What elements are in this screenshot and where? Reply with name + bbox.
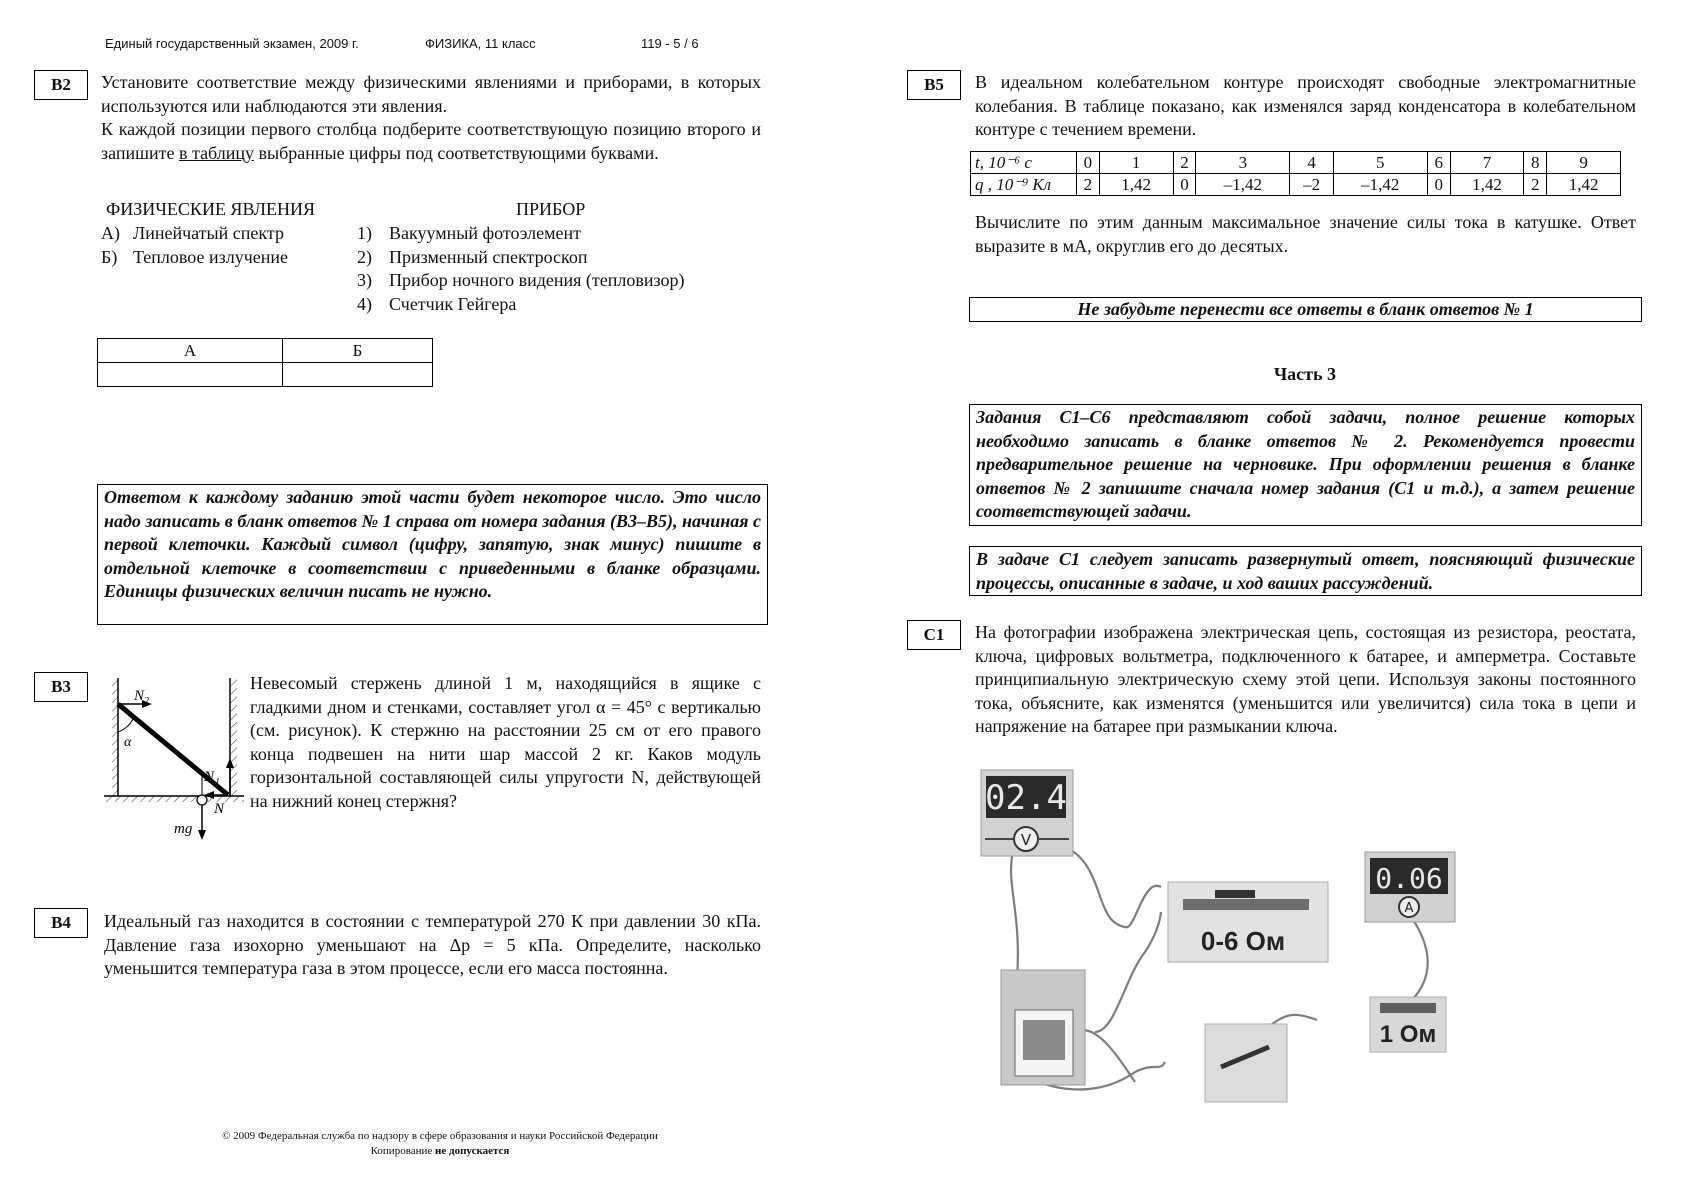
right-wall xyxy=(231,678,237,800)
t-cell: 1 xyxy=(1099,152,1173,174)
c1-circuit-photo xyxy=(965,762,1505,1112)
list-item: 3) Прибор ночного видения (тепловизор) xyxy=(357,270,685,290)
label-alpha: α xyxy=(124,735,132,750)
table-row-label-q: q , 10⁻⁹ Кл xyxy=(971,174,1077,196)
task-b3-text: Невесомый стержень длиной 1 м, находящийся в ящике с гладкими дном и стенками, составляет угол α = 45° с вертикалью (см. рисунок). К стержню на расстоянии 25 см от его правого конца подвешен на нити шар массой 2 кг. Каков модуль горизонтальной составляющей силы упругости N, действующей на нижний конец стержня? xyxy=(250,673,761,811)
b5-charge-table xyxy=(970,151,1621,196)
t-cell: 0 xyxy=(1077,152,1100,174)
list-item: Б) Тепловое излучение xyxy=(101,246,289,267)
label-mg: mg xyxy=(174,821,193,837)
part3-box1: Задания С1–С6 представляют собой задачи, полное решение которых необходимо записать в бланке ответов № 2. Рекомендуется провести предварительное решение на черновике. При оформлении решения в бланке ответов № 2 запишите сначала номер задания (С1 и т.д.), а затем решение соответствующей задачи. xyxy=(969,404,1642,526)
list-item: 2) Призменный спектроскоп xyxy=(357,246,588,267)
label-n2-sub: 2 xyxy=(144,696,149,707)
q-cell: 0 xyxy=(1427,174,1450,196)
t-cell: 6 xyxy=(1427,152,1450,174)
task-tag-b4: B4 xyxy=(34,908,88,938)
task-tag-b2: B2 xyxy=(34,70,88,100)
task-b2-paragraph-1: Установите соответствие между физическими явлениями и приборами, в которых используются или наблюдаются эти явления. xyxy=(101,72,761,116)
b3-rod-figure xyxy=(104,668,244,846)
task-b2-text xyxy=(101,71,761,165)
t-cell: 5 xyxy=(1333,152,1427,174)
list-item: 4) Счетчик Гейгера xyxy=(357,293,517,314)
resistor-label: 1 Ом xyxy=(1379,1021,1437,1048)
label-n1: N xyxy=(204,769,215,785)
t-cell: 9 xyxy=(1547,152,1621,174)
voltmeter-reading: 02.4 xyxy=(985,778,1067,818)
label-n: N xyxy=(214,801,225,817)
label-n1-sub: 1 xyxy=(215,777,220,788)
phenomena-list xyxy=(101,222,288,269)
header-exam: Единый государственный экзамен, 2009 г. xyxy=(105,36,359,51)
list-item: 1) Вакуумный фотоэлемент xyxy=(357,223,582,243)
q-cell: –1,42 xyxy=(1333,174,1427,196)
q-cell: –1,42 xyxy=(1196,174,1290,196)
task-b4-text: Идеальный газ находится в состоянии с температурой 270 К при давлении 30 кПа. Давление газа изохорно уменьшают на Δp = 5 кПа. Определите, насколько уменьшится температура газа в этом процессе, если его масса постоянна. xyxy=(104,911,761,978)
answer-header-a: А xyxy=(98,339,283,363)
q-cell: 1,42 xyxy=(1547,174,1621,196)
phenomena-column-title: ФИЗИЧЕСКИЕ ЯВЛЕНИЯ xyxy=(106,199,315,219)
task-b2-paragraph-2 xyxy=(101,118,761,165)
header-page: 119 - 5 / 6 xyxy=(641,36,699,51)
devices-column-title: ПРИБОР xyxy=(516,199,586,219)
ball xyxy=(197,795,207,805)
task-b5-text2: Вычислите по этим данным максимальное значение силы тока в катушке. Ответ выразите в мА, округлив его до десятых. xyxy=(975,212,1636,256)
task-b2-text2-post: выбранные цифры под соответствующими буквами. xyxy=(254,142,659,163)
answer-header-b: Б xyxy=(283,339,433,363)
ammeter-symbol: A xyxy=(1404,901,1414,916)
t-cell: 4 xyxy=(1290,152,1333,174)
answer-cell-b[interactable] xyxy=(283,363,433,387)
t-cell: 7 xyxy=(1450,152,1524,174)
header-subject: ФИЗИКА, 11 класс xyxy=(425,36,536,51)
q-cell: –2 xyxy=(1290,174,1333,196)
ammeter-reading: 0.06 xyxy=(1375,862,1443,895)
footer-copyright: © 2009 Федеральная служба по надзору в сфере образования и науки Российской Федерации xyxy=(222,1130,658,1142)
list-item: А) Линейчатый спектр xyxy=(101,223,284,243)
task-b2-text2-pre: К каждой позиции первого столбца подберите соответствующую позицию второго и запишите xyxy=(101,119,761,163)
q-cell: 2 xyxy=(1077,174,1100,196)
task-c1-text: На фотографии изображена электрическая цепь, состоящая из резистора, реостата, ключа, цифровых вольтметра, подключенного к батарее, и амперметра. Составьте принципиальную электрическую схему этой цепи. Используя законы постоянного тока, объясните, как изменятся (уменьшится или увеличится) сила тока в цепи и напряжение на батарее при размыкании ключа. xyxy=(975,622,1636,736)
task-tag-b3: B3 xyxy=(34,672,88,702)
switch xyxy=(1205,1024,1287,1102)
t-cell: 3 xyxy=(1196,152,1290,174)
q-cell: 2 xyxy=(1524,174,1547,196)
instruction-box: Ответом к каждому заданию этой части будет некоторое число. Это число надо записать в бланк ответов № 1 справа от номера задания (В3–В5), начиная с первой клеточки. Каждый символ (цифру, запятую, знак минус) пишите в отдельной клеточке в соответствии с приведенными в бланке образцами. Единицы физических величин писать не нужно. xyxy=(97,484,768,625)
answer-cell-a[interactable] xyxy=(98,363,283,387)
q-cell: 1,42 xyxy=(1099,174,1173,196)
part3-title: Часть 3 xyxy=(1273,364,1337,384)
q-cell: 0 xyxy=(1173,174,1196,196)
reminder-box: Не забудьте перенести все ответы в бланк ответов № 1 xyxy=(969,297,1642,322)
task-b5-text1: В идеальном колебательном контуре происходят свободные электромагнитные колебания. В таблице показано, как изменялся заряд конденсатора в колебательном контуре с течением времени. xyxy=(975,72,1636,139)
voltmeter-symbol: V xyxy=(1020,831,1032,849)
task-tag-b5: B5 xyxy=(907,70,961,100)
devices-list xyxy=(357,222,685,316)
q-cell: 1,42 xyxy=(1450,174,1524,196)
task-b2-table-ref: в таблицу xyxy=(178,142,255,163)
table-row-label-t: t, 10⁻⁶ с xyxy=(971,152,1077,174)
t-cell: 8 xyxy=(1524,152,1547,174)
label-n2: N xyxy=(134,688,145,704)
left-wall xyxy=(112,678,118,800)
task-tag-c1: C1 xyxy=(907,620,961,650)
t-cell: 2 xyxy=(1173,152,1196,174)
b2-answer-table xyxy=(97,338,433,387)
rheostat-label: 0-6 Ом xyxy=(1200,926,1286,956)
footer-copy-notice: Копирование не допускается xyxy=(370,1145,510,1157)
part3-box2: В задаче С1 следует записать развернутый ответ, поясняющий физические процессы, описанные в задаче, и ход ваших рассуждений. xyxy=(969,546,1642,596)
